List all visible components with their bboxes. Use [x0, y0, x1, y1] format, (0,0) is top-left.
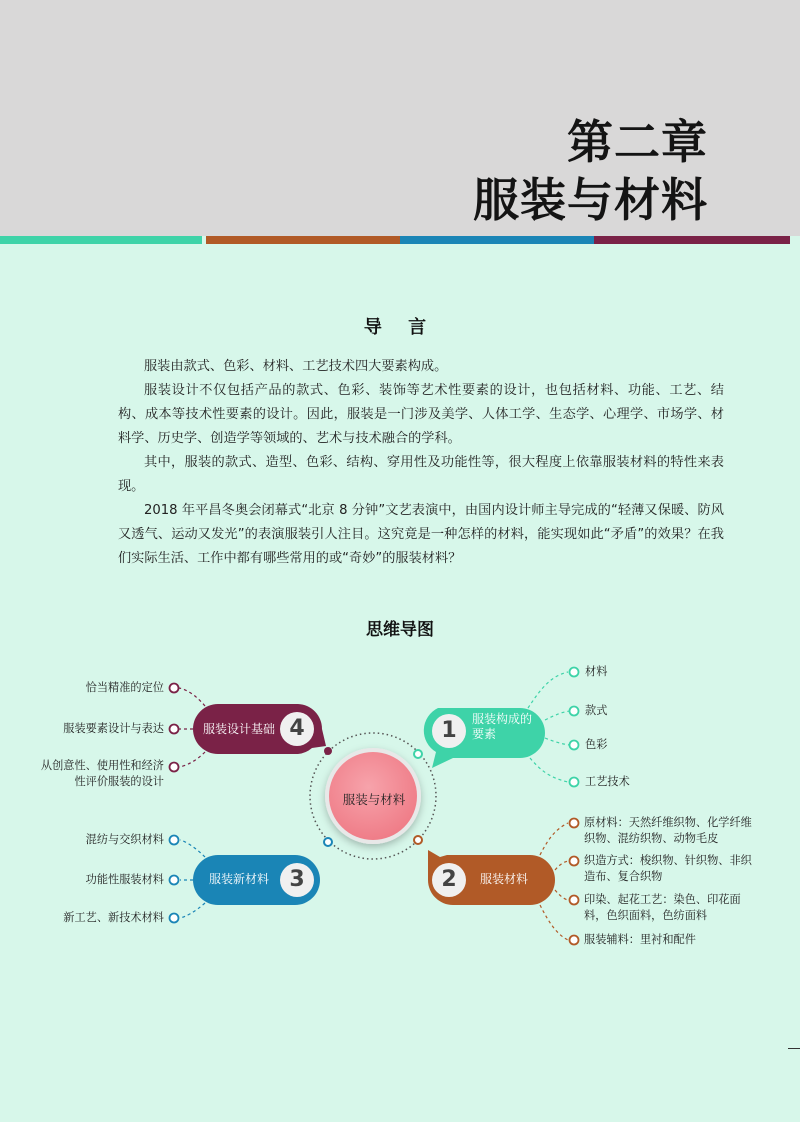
branch3-number: 3 — [280, 863, 314, 897]
intro-title: 导 言 — [363, 317, 437, 338]
branch3-label: 服装新材料 — [209, 872, 270, 886]
center-label: 服装与材料 — [342, 792, 406, 807]
mind-map — [0, 650, 800, 970]
chapter-header — [0, 0, 800, 236]
stripe-maroon — [594, 236, 790, 244]
branch4-number: 4 — [280, 712, 314, 746]
branch2-number: 2 — [432, 863, 466, 897]
connector-dot-2 — [414, 836, 422, 844]
stripe-brown — [206, 236, 400, 244]
page-edge-mark — [788, 1048, 800, 1049]
branch1-item: 色彩 — [585, 738, 608, 751]
branch2-item: 印染、起花工艺：染色、印花面料，色织面料，色纺面料 — [584, 893, 741, 922]
branch1-item: 工艺技术 — [585, 775, 630, 788]
branch3-item: 功能性服装材料 — [85, 873, 164, 886]
branch4-item: 从创意性、使用性和经济性评价服装的设计 — [40, 759, 164, 788]
branch3-item: 混纺与交织材料 — [85, 833, 164, 846]
intro-paragraph: 服装由款式、色彩、材料、工艺技术四大要素构成。 — [144, 359, 448, 374]
branch1-label: 服装构成的要素 — [472, 712, 533, 741]
intro-paragraph: 其中，服装的款式、造型、色彩、结构、穿用性及功能性等，很大程度上依靠服装材料的特性来表现。 — [118, 455, 724, 494]
branch2-item: 织造方式：梭织物、针织物、非织造布、复合织物 — [584, 854, 752, 883]
branch1-item: 款式 — [585, 704, 608, 717]
stripe-blue — [400, 236, 594, 244]
intro-text — [118, 355, 724, 571]
branch1-number: 1 — [432, 714, 466, 748]
connector-dot-4 — [324, 747, 332, 755]
branch1-item: 材料 — [585, 665, 608, 678]
intro-paragraph: 服装设计不仅包括产品的款式、色彩、装饰等艺术性要素的设计，也包括材料、功能、工艺、结构、成本等技术性要素的设计。因此，服装是一门涉及美学、人体工学、生态学、心理学、市场学、材料学、历史学、创造学等领域的、艺术与技术融合的学科。 — [118, 383, 724, 446]
chapter-title: 服装与材料 — [473, 173, 708, 227]
branch4-item: 服装要素设计与表达 — [63, 722, 164, 735]
branch2-label: 服装材料 — [480, 872, 529, 886]
branch2-item: 服装辅料：里衬和配件 — [584, 933, 696, 946]
branch3-item: 新工艺、新技术材料 — [63, 911, 164, 924]
connector-dot-3 — [324, 838, 332, 846]
branch4-label: 服装设计基础 — [203, 722, 276, 736]
branch4-item: 恰当精准的定位 — [85, 681, 164, 694]
chapter-number: 第二章 — [567, 115, 708, 169]
branch2-item: 原材料：天然纤维织物、化学纤维织物、混纺织物、动物毛皮 — [584, 816, 752, 845]
stripe-teal — [0, 236, 202, 244]
mindmap-title: 思维导图 — [366, 620, 434, 640]
intro-paragraph: 2018 年平昌冬奥会闭幕式“北京 8 分钟”文艺表演中，由国内设计师主导完成的“轻薄又保暖、防风又透气、运动又发光”的表演服装引人注目。这究竟是一种怎样的材料，能实现如此“矛盾”的效果？在我们实际生活、工作中都有哪些常用的或“奇妙”的服装材料？ — [118, 503, 724, 566]
connector-dot-1 — [414, 750, 422, 758]
